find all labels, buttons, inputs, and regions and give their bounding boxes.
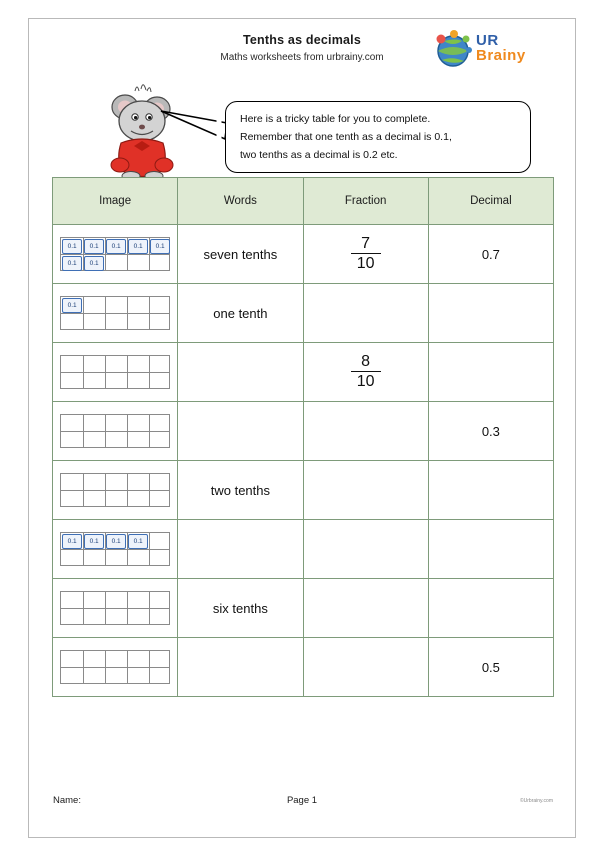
words-cell[interactable]: six tenths [178, 579, 303, 638]
frame-vline [149, 533, 150, 565]
fraction-cell[interactable] [303, 402, 428, 461]
logo-line-1: UR [476, 32, 499, 49]
page-title: Tenths as decimals [243, 33, 361, 47]
words-cell[interactable] [178, 402, 303, 461]
table-row [53, 225, 554, 284]
frame-hline [61, 431, 169, 432]
image-cell [53, 225, 178, 284]
words-cell[interactable]: two tenths [178, 461, 303, 520]
words-cell[interactable] [178, 638, 303, 697]
tens-frame [60, 296, 170, 330]
column-header-words: Words [178, 178, 303, 225]
tens-frame [60, 532, 170, 566]
frame-vline [105, 415, 106, 447]
tens-frame [60, 650, 170, 684]
decimal-cell[interactable]: 0.3 [428, 402, 553, 461]
image-cell [53, 343, 178, 402]
tens-frame [60, 237, 170, 271]
fraction [351, 235, 381, 272]
frame-vline [83, 297, 84, 329]
table-row [53, 461, 554, 520]
frame-hline [61, 608, 169, 609]
globe-icon [432, 29, 474, 71]
name-label: Name: [53, 795, 81, 806]
frame-vline [83, 651, 84, 683]
tenth-chip: 0.1 [84, 239, 104, 254]
fraction-cell[interactable] [303, 343, 428, 402]
table-row [53, 402, 554, 461]
frame-vline [127, 474, 128, 506]
words-cell[interactable] [178, 343, 303, 402]
tenth-chip: 0.1 [62, 298, 82, 313]
frame-hline [61, 667, 169, 668]
urbrainy-logo [432, 29, 557, 73]
words-cell[interactable] [178, 520, 303, 579]
column-header-fraction: Fraction [303, 178, 428, 225]
speech-bubble [225, 101, 531, 173]
frame-vline [149, 297, 150, 329]
column-header-image: Image [53, 178, 178, 225]
tenth-chip: 0.1 [150, 239, 170, 254]
tens-frame [60, 473, 170, 507]
frame-vline [149, 651, 150, 683]
tens-frame [60, 414, 170, 448]
words-cell[interactable]: one tenth [178, 284, 303, 343]
tenth-chip: 0.1 [128, 534, 148, 549]
fraction-cell[interactable] [303, 520, 428, 579]
frame-vline [105, 651, 106, 683]
table-row [53, 343, 554, 402]
fraction-numerator: 7 [351, 235, 381, 254]
frame-vline [127, 415, 128, 447]
worksheet-page [28, 18, 576, 838]
frame-hline [61, 372, 169, 373]
decimal-cell[interactable] [428, 284, 553, 343]
table-row [53, 520, 554, 579]
frame-hline [61, 313, 169, 314]
frame-vline [149, 474, 150, 506]
bubble-line-3: two tenths as a decimal is 0.2 etc. [240, 149, 398, 161]
tenth-chip: 0.1 [106, 239, 126, 254]
logo-wordmark [476, 33, 526, 63]
tens-frame [60, 591, 170, 625]
image-cell [53, 461, 178, 520]
logo-line-2: Brainy [476, 47, 526, 64]
tenths-table [52, 177, 554, 697]
fraction-cell[interactable] [303, 225, 428, 284]
frame-vline [83, 415, 84, 447]
tenth-chip: 0.1 [84, 534, 104, 549]
frame-vline [149, 415, 150, 447]
image-cell [53, 520, 178, 579]
tenth-chip: 0.1 [128, 239, 148, 254]
page-number: Page 1 [286, 795, 318, 806]
decimal-cell[interactable] [428, 579, 553, 638]
speech-bubble-tail [159, 105, 229, 145]
decimal-cell[interactable] [428, 343, 553, 402]
table-row [53, 638, 554, 697]
page-subtitle: Maths worksheets from urbrainy.com [220, 52, 384, 63]
copyright-notice: ©Urbrainy.com [519, 798, 553, 804]
bubble-line-1: Here is a tricky table for you to complete. [240, 113, 431, 125]
tenth-chip: 0.1 [62, 534, 82, 549]
column-header-decimal: Decimal [428, 178, 553, 225]
frame-vline [105, 474, 106, 506]
fraction-denominator: 10 [356, 255, 375, 272]
frame-hline [61, 549, 169, 550]
frame-vline [105, 356, 106, 388]
frame-vline [127, 356, 128, 388]
frame-vline [83, 592, 84, 624]
table-body [53, 225, 554, 697]
table-row [53, 284, 554, 343]
decimal-cell[interactable] [428, 520, 553, 579]
frame-hline [61, 490, 169, 491]
tenth-chip: 0.1 [62, 239, 82, 254]
page-footer [29, 795, 575, 811]
table-row [53, 579, 554, 638]
tenth-chip: 0.1 [84, 256, 104, 271]
fraction-cell[interactable] [303, 638, 428, 697]
tenth-chip: 0.1 [106, 534, 126, 549]
fraction-cell[interactable] [303, 461, 428, 520]
frame-vline [127, 592, 128, 624]
words-cell[interactable]: seven tenths [178, 225, 303, 284]
frame-vline [105, 297, 106, 329]
fraction [351, 353, 381, 390]
fraction-cell[interactable] [303, 579, 428, 638]
fraction-cell[interactable] [303, 284, 428, 343]
frame-vline [105, 592, 106, 624]
frame-vline [149, 592, 150, 624]
tenth-chip: 0.1 [62, 256, 82, 271]
fraction-numerator: 8 [351, 353, 381, 372]
image-cell [53, 638, 178, 697]
decimal-cell[interactable]: 0.5 [428, 638, 553, 697]
frame-hline [61, 254, 169, 255]
image-cell [53, 284, 178, 343]
frame-vline [83, 356, 84, 388]
frame-vline [127, 651, 128, 683]
decimal-cell[interactable]: 0.7 [428, 225, 553, 284]
bubble-line-2: Remember that one tenth as a decimal is 0.1, [240, 131, 452, 143]
frame-vline [149, 356, 150, 388]
frame-vline [127, 297, 128, 329]
image-cell [53, 579, 178, 638]
frame-vline [83, 474, 84, 506]
decimal-cell[interactable] [428, 461, 553, 520]
image-cell [53, 402, 178, 461]
tens-frame [60, 355, 170, 389]
fraction-denominator: 10 [356, 373, 375, 390]
table-header-row [53, 178, 554, 225]
